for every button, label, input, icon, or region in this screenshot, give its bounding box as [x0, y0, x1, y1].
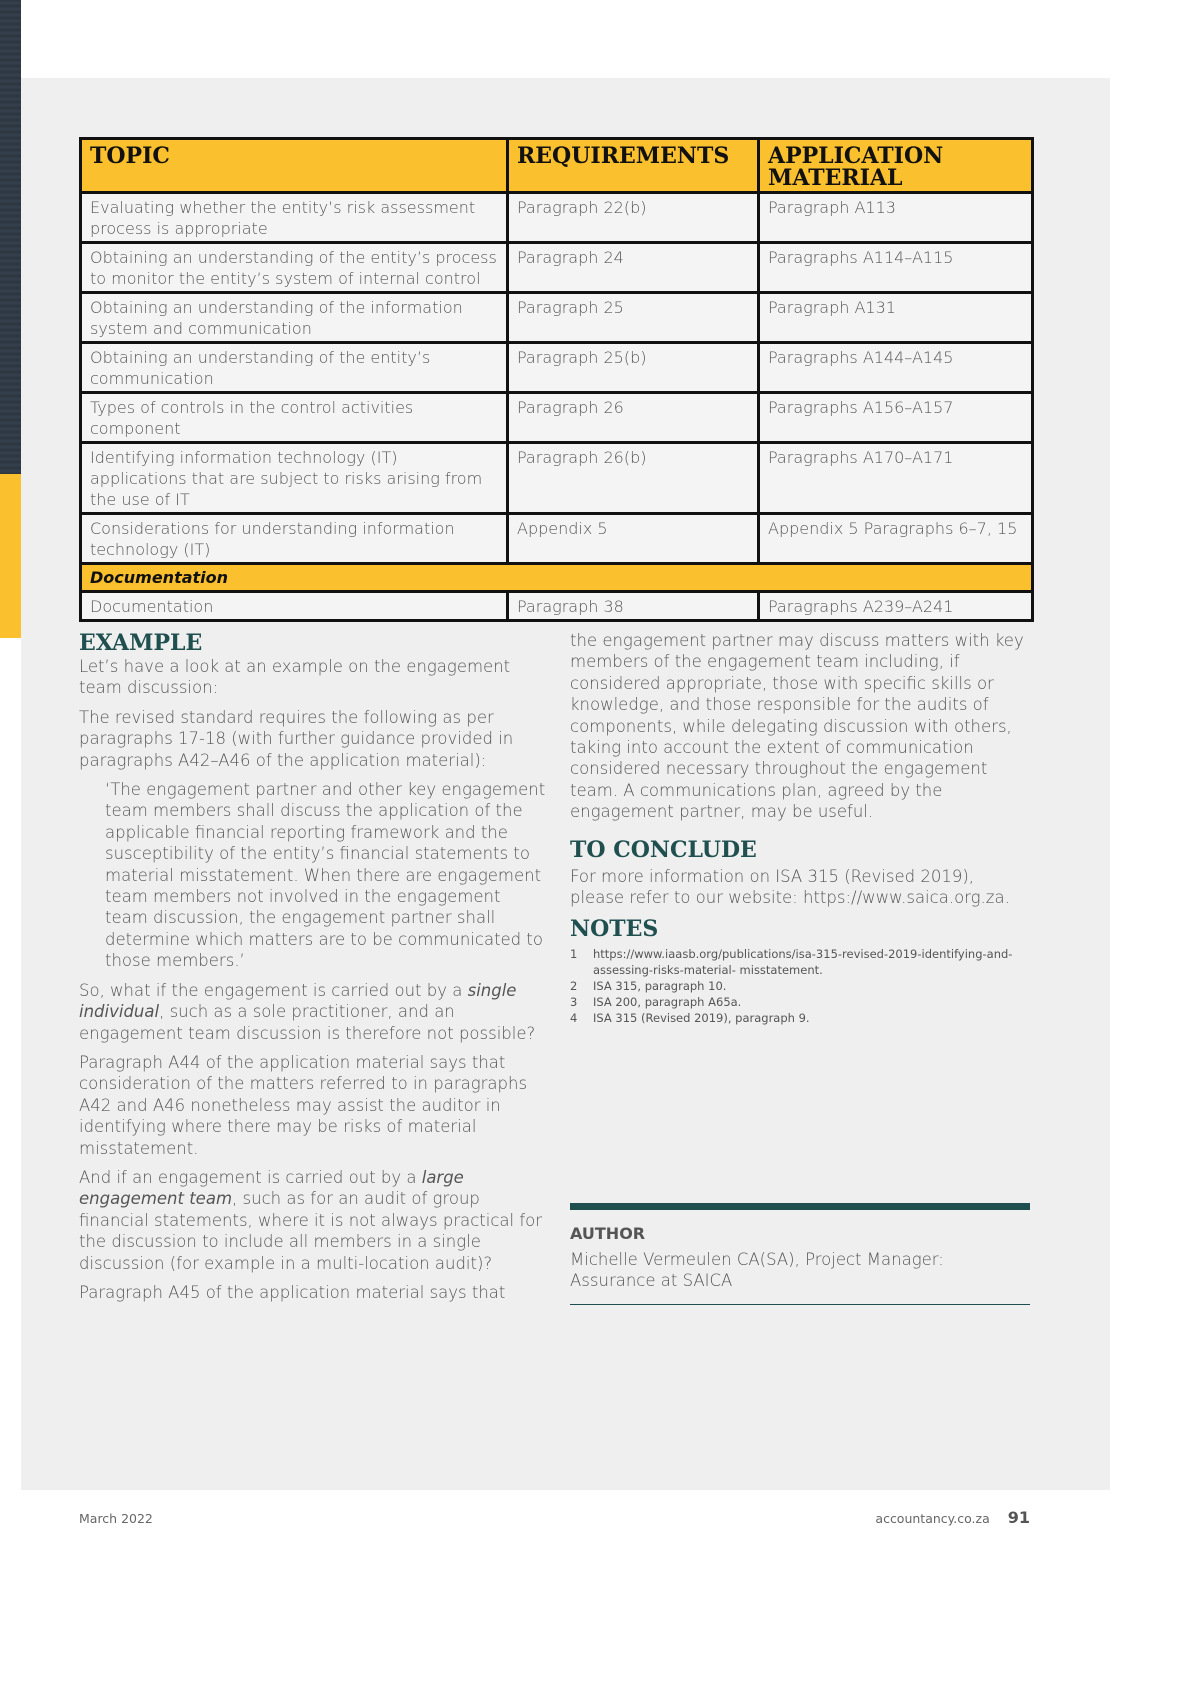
example-heading: EXAMPLE	[79, 630, 203, 656]
footer-date: March 2022	[79, 1511, 153, 1526]
decorative-strip-dark	[0, 0, 21, 474]
cell-topic: Types of controls in the control activities component	[81, 393, 508, 443]
example-paragraph-4: Paragraph A44 of the application material says that consideration of the matters referred to in paragraphs A42 and A46 nonetheless may assist the auditor in identifying where there may be risks of material misstatement.	[79, 1052, 528, 1158]
cell-requirements: Paragraph 38	[508, 592, 759, 621]
cell-application-material: Paragraph A131	[759, 293, 1033, 343]
cell-application-material: Paragraphs A144–A145	[759, 343, 1033, 393]
note-item: 1 https://www.iaasb.org/publications/isa-315-revised-2019-identifying-and-assessing-risks-material- misstatement.	[570, 947, 1013, 978]
footer-right	[875, 1508, 1030, 1527]
left-column	[79, 630, 547, 1311]
cell-application-material: Paragraphs A170–A171	[759, 443, 1033, 514]
table-section-row	[81, 564, 1033, 592]
author-block	[570, 1203, 1030, 1305]
cell-topic: Considerations for understanding information technology (IT)	[81, 514, 508, 564]
notes-heading: NOTES	[570, 916, 659, 943]
cell-topic: Documentation	[81, 592, 508, 621]
header-requirements: REQUIREMENTS	[508, 139, 759, 193]
author-divider-bar	[570, 1203, 1030, 1210]
conclude-text: For more information on ISA 315 (Revised 2019), please refer to our website: https://www.saica.org.za.	[570, 866, 1010, 908]
table-row	[81, 243, 1033, 293]
cell-topic: Identifying information technology (IT) applications that are subject to risks arising from the use of IT	[81, 443, 508, 514]
reference-table	[79, 137, 1034, 622]
cell-requirements: Paragraph 25(b)	[508, 343, 759, 393]
note-item: 4 ISA 315 (Revised 2019), paragraph 9.	[570, 1011, 810, 1026]
table-row	[81, 514, 1033, 564]
table-header-row	[81, 139, 1033, 193]
table-row	[81, 393, 1033, 443]
cell-requirements: Paragraph 22(b)	[508, 193, 759, 243]
decorative-strip-yellow	[0, 474, 21, 638]
cell-application-material: Paragraphs A156–A157	[759, 393, 1033, 443]
cell-application-material: Paragraph A113	[759, 193, 1033, 243]
cell-topic: Obtaining an understanding of the entity’s communication	[81, 343, 508, 393]
example-paragraph-2: The revised standard requires the following as per paragraphs 17-18 (with further guidance provided in paragraphs A42–A46 of the application material):	[79, 707, 514, 770]
example-continued: the engagement partner may discuss matters with key members of the engagement team including, if considered appropriate, those with specific skills or knowledge, and those responsible for the audits of components, while delegating discussion with others, taking into account the extent of communication considered necessary throughout the engagement team. A communications plan, agreed by the engagement partner, may be useful.	[570, 631, 1024, 822]
table-row	[81, 293, 1033, 343]
example-paragraph-3: So, what if the engagement is carried out by a single individual, such as a sole practitioner, and an engagement team discussion is therefore not possible?	[79, 980, 536, 1043]
example-paragraph-1: Let’s have a look at an example on the engagement team discussion:	[79, 657, 511, 698]
cell-requirements: Paragraph 26	[508, 393, 759, 443]
cell-application-material: Paragraphs A114–A115	[759, 243, 1033, 293]
cell-requirements: Paragraph 25	[508, 293, 759, 343]
cell-topic: Evaluating whether the entity’s risk assessment process is appropriate	[81, 193, 508, 243]
right-column	[570, 630, 1030, 1026]
cell-requirements: Paragraph 24	[508, 243, 759, 293]
table-row	[81, 592, 1033, 621]
table-row	[81, 343, 1033, 393]
section-label-documentation: Documentation	[81, 564, 1033, 592]
author-rule	[570, 1304, 1030, 1305]
header-application-material: APPLICATION MATERIAL	[759, 139, 1033, 193]
example-paragraph-6: Paragraph A45 of the application material says that	[79, 1282, 506, 1302]
cell-topic: Obtaining an understanding of the information system and communication	[81, 293, 508, 343]
header-topic: TOPIC	[81, 139, 508, 193]
author-title: AUTHOR	[570, 1224, 646, 1243]
note-item: 2 ISA 315, paragraph 10.	[570, 979, 727, 994]
notes-list	[570, 946, 1030, 1026]
note-item: 3 ISA 200, paragraph A65a.	[570, 995, 742, 1010]
footer-website: accountancy.co.za	[875, 1511, 990, 1526]
author-text: Michelle Vermeulen CA(SA), Project Manager: Assurance at SAICA	[570, 1250, 944, 1291]
cell-application-material: Paragraphs A239–A241	[759, 592, 1033, 621]
cell-topic: Obtaining an understanding of the entity’s process to monitor the entity’s system of internal control	[81, 243, 508, 293]
table-row	[81, 193, 1033, 243]
example-paragraph-5: And if an engagement is carried out by a large engagement team, such as for an audit of group financial statements, where it is not always practical for the discussion to include all members in a single discussion (for example in a multi-location audit)?	[79, 1167, 543, 1273]
cell-application-material: Appendix 5 Paragraphs 6–7, 15	[759, 514, 1033, 564]
cell-requirements: Paragraph 26(b)	[508, 443, 759, 514]
cell-requirements: Appendix 5	[508, 514, 759, 564]
conclude-heading: TO CONCLUDE	[570, 836, 757, 863]
page-number: 91	[1007, 1508, 1030, 1527]
table-row	[81, 443, 1033, 514]
example-quote: ‘The engagement partner and other key engagement team members shall discuss the application of the applicable financial reporting framework and the susceptibility of the entity’s financial statements to material misstatement. When there are engagement team members not involved in the engagement team discussion, the engagement partner shall determine which matters are to be communicated to those members.’	[105, 780, 546, 971]
